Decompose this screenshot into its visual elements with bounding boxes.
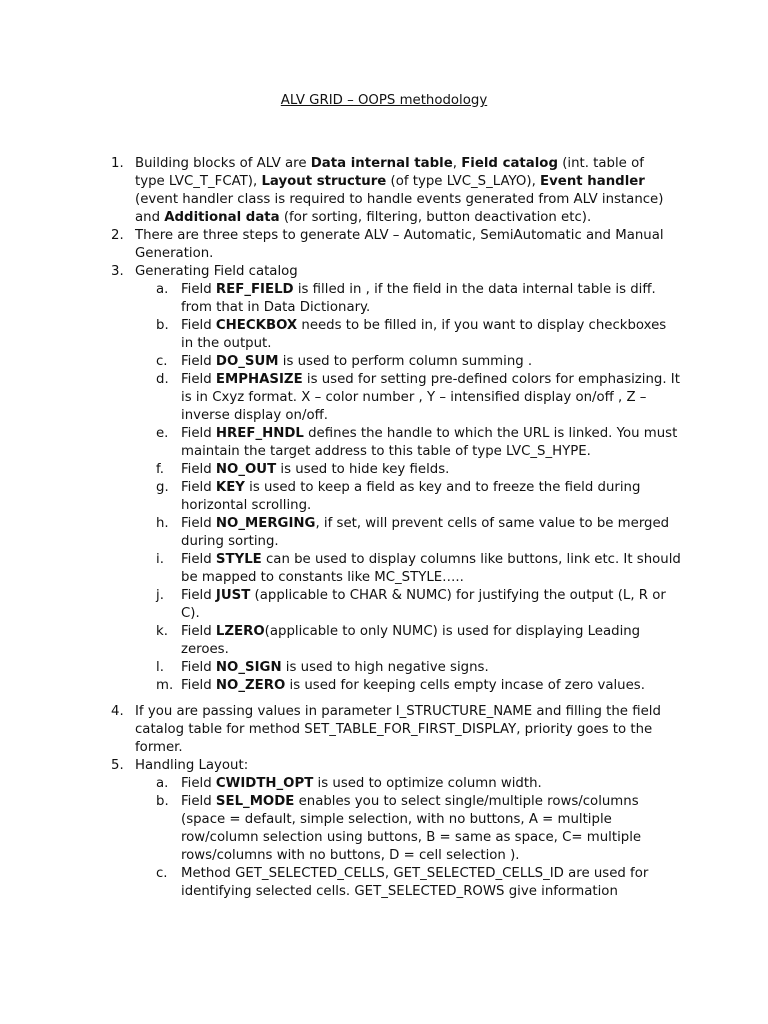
text-segment: (of type LVC_S_LAYO), [386,174,541,189]
list-item-text [181,793,681,865]
text-segment: (for sorting, filtering, button deactivation etc). [279,210,592,225]
text-segment: Field [181,552,216,567]
text-segment: Field [181,660,216,675]
text-segment: (int. table of type LVC_T_FCAT), [135,156,644,189]
text-segment: can be used to display columns like buttons, link etc. It should be mapped to constants like MC_STYLE….. [181,552,681,585]
text-segment: is used for setting pre-defined colors for emphasizing. It is in Cxyz format. X – color number , Y – intensified display on/off , Z – inverse display on/off. [181,372,680,423]
bold-term: Event handler [540,174,645,189]
list-marker: 2. [111,228,124,243]
text-segment: Field [181,516,216,531]
list-item-text [181,775,681,793]
text-segment: Field [181,588,216,603]
text-segment: needs to be filled in, if you want to display checkboxes in the output. [181,318,667,351]
list-marker: e. [156,426,169,441]
list-item-text [181,461,681,479]
numbered-list-2 [0,703,768,901]
list-marker: l. [156,660,164,675]
text-segment: Handling Layout: [135,758,249,773]
list-item-text [135,757,675,775]
list-marker: k. [156,624,168,639]
text-segment: Field [181,372,216,387]
text-segment: Field [181,624,216,639]
sub-list-item [0,479,768,515]
numbered-list-1 [0,155,768,695]
list-marker: b. [156,318,169,333]
text-segment: Field [181,426,216,441]
text-segment: If you are passing values in parameter I_STRUCTURE_NAME and filling the field catalog table for method SET_TABLE_FOR_FIRST_DISPLAY, priority goes to the former. [135,704,661,755]
bold-term: REF_FIELD [215,282,294,297]
bold-term: EMPHASIZE [215,372,303,387]
sub-list-item [0,623,768,659]
text-segment: is used to hide key fields. [276,462,450,477]
list-item-text [181,865,681,901]
bold-term: Additional data [164,210,280,225]
text-segment: is used for keeping cells empty incase of zero values. [285,678,645,693]
list-marker: h. [156,516,169,531]
list-item-text [135,263,675,281]
text-segment: There are three steps to generate ALV – Automatic, SemiAutomatic and Manual Generation. [135,228,664,261]
sub-list-item [0,317,768,353]
list-marker: 1. [111,156,124,171]
sub-list-item [0,281,768,317]
bold-term: HREF_HNDL [215,426,304,441]
sub-list-item [0,865,768,901]
sub-list-item [0,353,768,371]
sub-list-item [0,775,768,793]
bold-term: CWIDTH_OPT [215,776,314,791]
text-segment: , [452,156,462,171]
list-item-text [181,623,681,659]
text-segment: is used to optimize column width. [313,776,542,791]
list-marker: f. [156,462,164,477]
list-marker: c. [156,866,168,881]
text-segment: Field [181,480,216,495]
list-item-text [181,281,681,317]
bold-term: LZERO [215,624,265,639]
list-item-text [181,551,681,587]
list-item-text [181,353,681,371]
sub-list-item [0,461,768,479]
document-title: ALV GRID – OOPS methodology [280,93,488,108]
text-segment: , if set, will prevent cells of same value to be merged during sorting. [181,516,670,549]
bold-term: Field catalog [461,156,558,171]
bold-term: CHECKBOX [215,318,298,333]
bold-term: NO_ZERO [215,678,286,693]
text-segment: Field [181,282,216,297]
text-segment: is filled in , if the field in the data internal table is diff. from that in Data Dictionary. [181,282,656,315]
list-marker: i. [156,552,164,567]
text-segment: Field [181,794,216,809]
sub-list-item [0,515,768,551]
text-segment: (event handler class is required to handle events generated from ALV instance) and [135,192,664,225]
list-marker: g. [156,480,169,495]
text-segment: Method GET_SELECTED_CELLS, GET_SELECTED_CELLS_ID are used for identifying selected cells. GET_SELECTED_ROWS give information [181,866,649,899]
sub-list-item [0,425,768,461]
bold-term: SEL_MODE [215,794,295,809]
sub-list-item [0,551,768,587]
list-item [0,757,768,775]
text-segment: defines the handle to which the URL is linked. You must maintain the target address to this table of type LVC_S_HYPE. [181,426,678,459]
text-segment: is used to perform column summing . [278,354,533,369]
list-marker: m. [156,678,174,693]
list-item-text [181,515,681,551]
text-segment: (applicable to CHAR & NUMC) for justifying the output (L, R or C). [181,588,666,621]
text-segment: Building blocks of ALV are [135,156,311,171]
list-item-text [181,425,681,461]
text-segment: Field [181,318,216,333]
list-item-text [181,587,681,623]
list-marker: a. [156,776,169,791]
list-item-text [181,479,681,515]
text-segment: (applicable to only NUMC) is used for displaying Leading zeroes. [181,624,641,657]
list-marker: c. [156,354,168,369]
sub-list-item [0,793,768,865]
sub-list-item [0,587,768,623]
text-segment: Field [181,776,216,791]
bold-term: Data internal table [310,156,453,171]
text-segment: is used to keep a field as key and to freeze the field during horizontal scrolling. [181,480,641,513]
text-segment: enables you to select single/multiple rows/columns (space = default, simple selection, with no buttons, A = multiple row/column selection using buttons, B = same as space, C= multiple rows/columns with no buttons, D = cell selection ). [181,794,642,863]
sub-list-item [0,659,768,677]
list-item-text [135,155,675,227]
text-segment: is used to high negative signs. [281,660,489,675]
list-marker: 3. [111,264,124,279]
list-item-text [135,703,675,757]
bold-term: NO_OUT [215,462,277,477]
bold-term: JUST [215,588,251,603]
list-marker: 5. [111,758,124,773]
list-marker: j. [156,588,164,603]
text-segment: Generating Field catalog [135,264,298,279]
bold-term: DO_SUM [215,354,279,369]
sub-list-item [0,677,768,695]
text-segment: Field [181,678,216,693]
list-item-text [181,371,681,425]
list-item [0,703,768,757]
text-segment: Field [181,462,216,477]
list-item-text [135,227,675,263]
bold-term: KEY [215,480,245,495]
list-item-text [181,659,681,677]
sub-list-item [0,371,768,425]
list-item [0,263,768,281]
text-segment: Field [181,354,216,369]
list-marker: 4. [111,704,124,719]
bold-term: Layout structure [261,174,387,189]
bold-term: NO_SIGN [215,660,282,675]
list-item [0,227,768,263]
bold-term: NO_MERGING [215,516,316,531]
list-marker: d. [156,372,169,387]
list-marker: a. [156,282,169,297]
list-item-text [181,677,681,695]
list-item-text [181,317,681,353]
bold-term: STYLE [215,552,262,567]
list-item [0,155,768,227]
list-marker: b. [156,794,169,809]
